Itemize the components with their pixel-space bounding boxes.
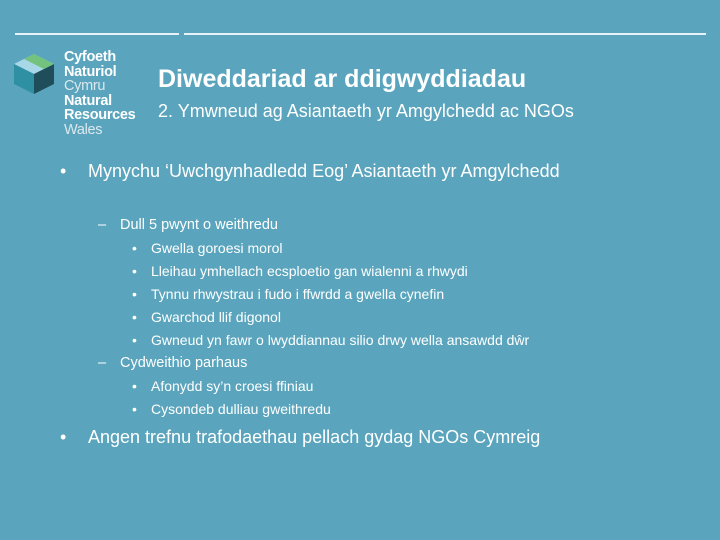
- bullet-mark: •: [132, 378, 137, 394]
- bullet-text: Mynychu ‘Uwchgynhadledd Eog’ Asiantaeth yr Amgylchedd: [88, 161, 560, 181]
- sub-sub-item: [132, 332, 529, 348]
- sub-item: [98, 217, 278, 233]
- dash-mark: –: [98, 217, 107, 233]
- top-rule-left: [15, 33, 179, 35]
- dash-mark: –: [98, 355, 107, 371]
- bullet-mark: •: [60, 161, 67, 181]
- bullet-mark: •: [132, 263, 137, 279]
- logo-line: Naturiol: [64, 63, 117, 80]
- sub-sub-item-text: Cysondeb dulliau gweithredu: [151, 401, 331, 417]
- slide-subtitle: 2. Ymwneud ag Asiantaeth yr Amgylchedd ac NGOs: [158, 101, 574, 121]
- sub-sub-item: [132, 309, 281, 325]
- sub-item-text: Cydweithio parhaus: [120, 355, 248, 371]
- sub-item: [98, 355, 247, 371]
- nrw-logo: [12, 50, 152, 142]
- nrw-logo-mark-icon: [12, 52, 62, 96]
- logo-line: Resources: [64, 107, 136, 124]
- bullet-text: Angen trefnu trafodaethau pellach gydag NGOs Cymreig: [88, 427, 541, 447]
- sub-sub-item-text: Gwella goroesi morol: [151, 240, 283, 256]
- logo-line: Cyfoeth: [64, 49, 116, 65]
- sub-sub-item-text: Gwarchod llif digonol: [151, 309, 281, 325]
- bullet-mark: •: [60, 427, 67, 447]
- bullet-item: [60, 427, 540, 448]
- bullet-mark: •: [132, 401, 137, 417]
- sub-sub-item-text: Tynnu rhwystrau i fudo i ffwrdd a gwella cynefin: [151, 286, 445, 302]
- sub-sub-item: [132, 240, 283, 256]
- bullet-mark: •: [132, 286, 137, 302]
- logo-text: [64, 50, 135, 138]
- sub-sub-item: [132, 286, 444, 302]
- logo-line: Wales: [64, 121, 103, 138]
- sub-sub-item: [132, 378, 313, 394]
- sub-sub-item-text: Afonydd sy’n croesi ffiniau: [151, 378, 314, 394]
- logo-line: Natural: [64, 92, 112, 109]
- bullet-item: [60, 161, 560, 182]
- top-rule-right: [184, 33, 706, 35]
- logo-line: Cymru: [64, 78, 106, 95]
- bullet-mark: •: [132, 240, 137, 256]
- sub-sub-item: [132, 263, 468, 279]
- bullet-mark: •: [132, 332, 137, 348]
- sub-sub-item-text: Gwneud yn fawr o lwyddiannau silio drwy wella ansawdd dŵr: [151, 332, 530, 348]
- sub-sub-item: [132, 401, 331, 417]
- slide-title: Diweddariad ar ddigwyddiadau: [158, 65, 527, 93]
- bullet-mark: •: [132, 309, 137, 325]
- sub-item-text: Dull 5 pwynt o weithredu: [120, 217, 278, 233]
- sub-sub-item-text: Lleihau ymhellach ecsploetio gan wialenni a rhwydi: [151, 263, 468, 279]
